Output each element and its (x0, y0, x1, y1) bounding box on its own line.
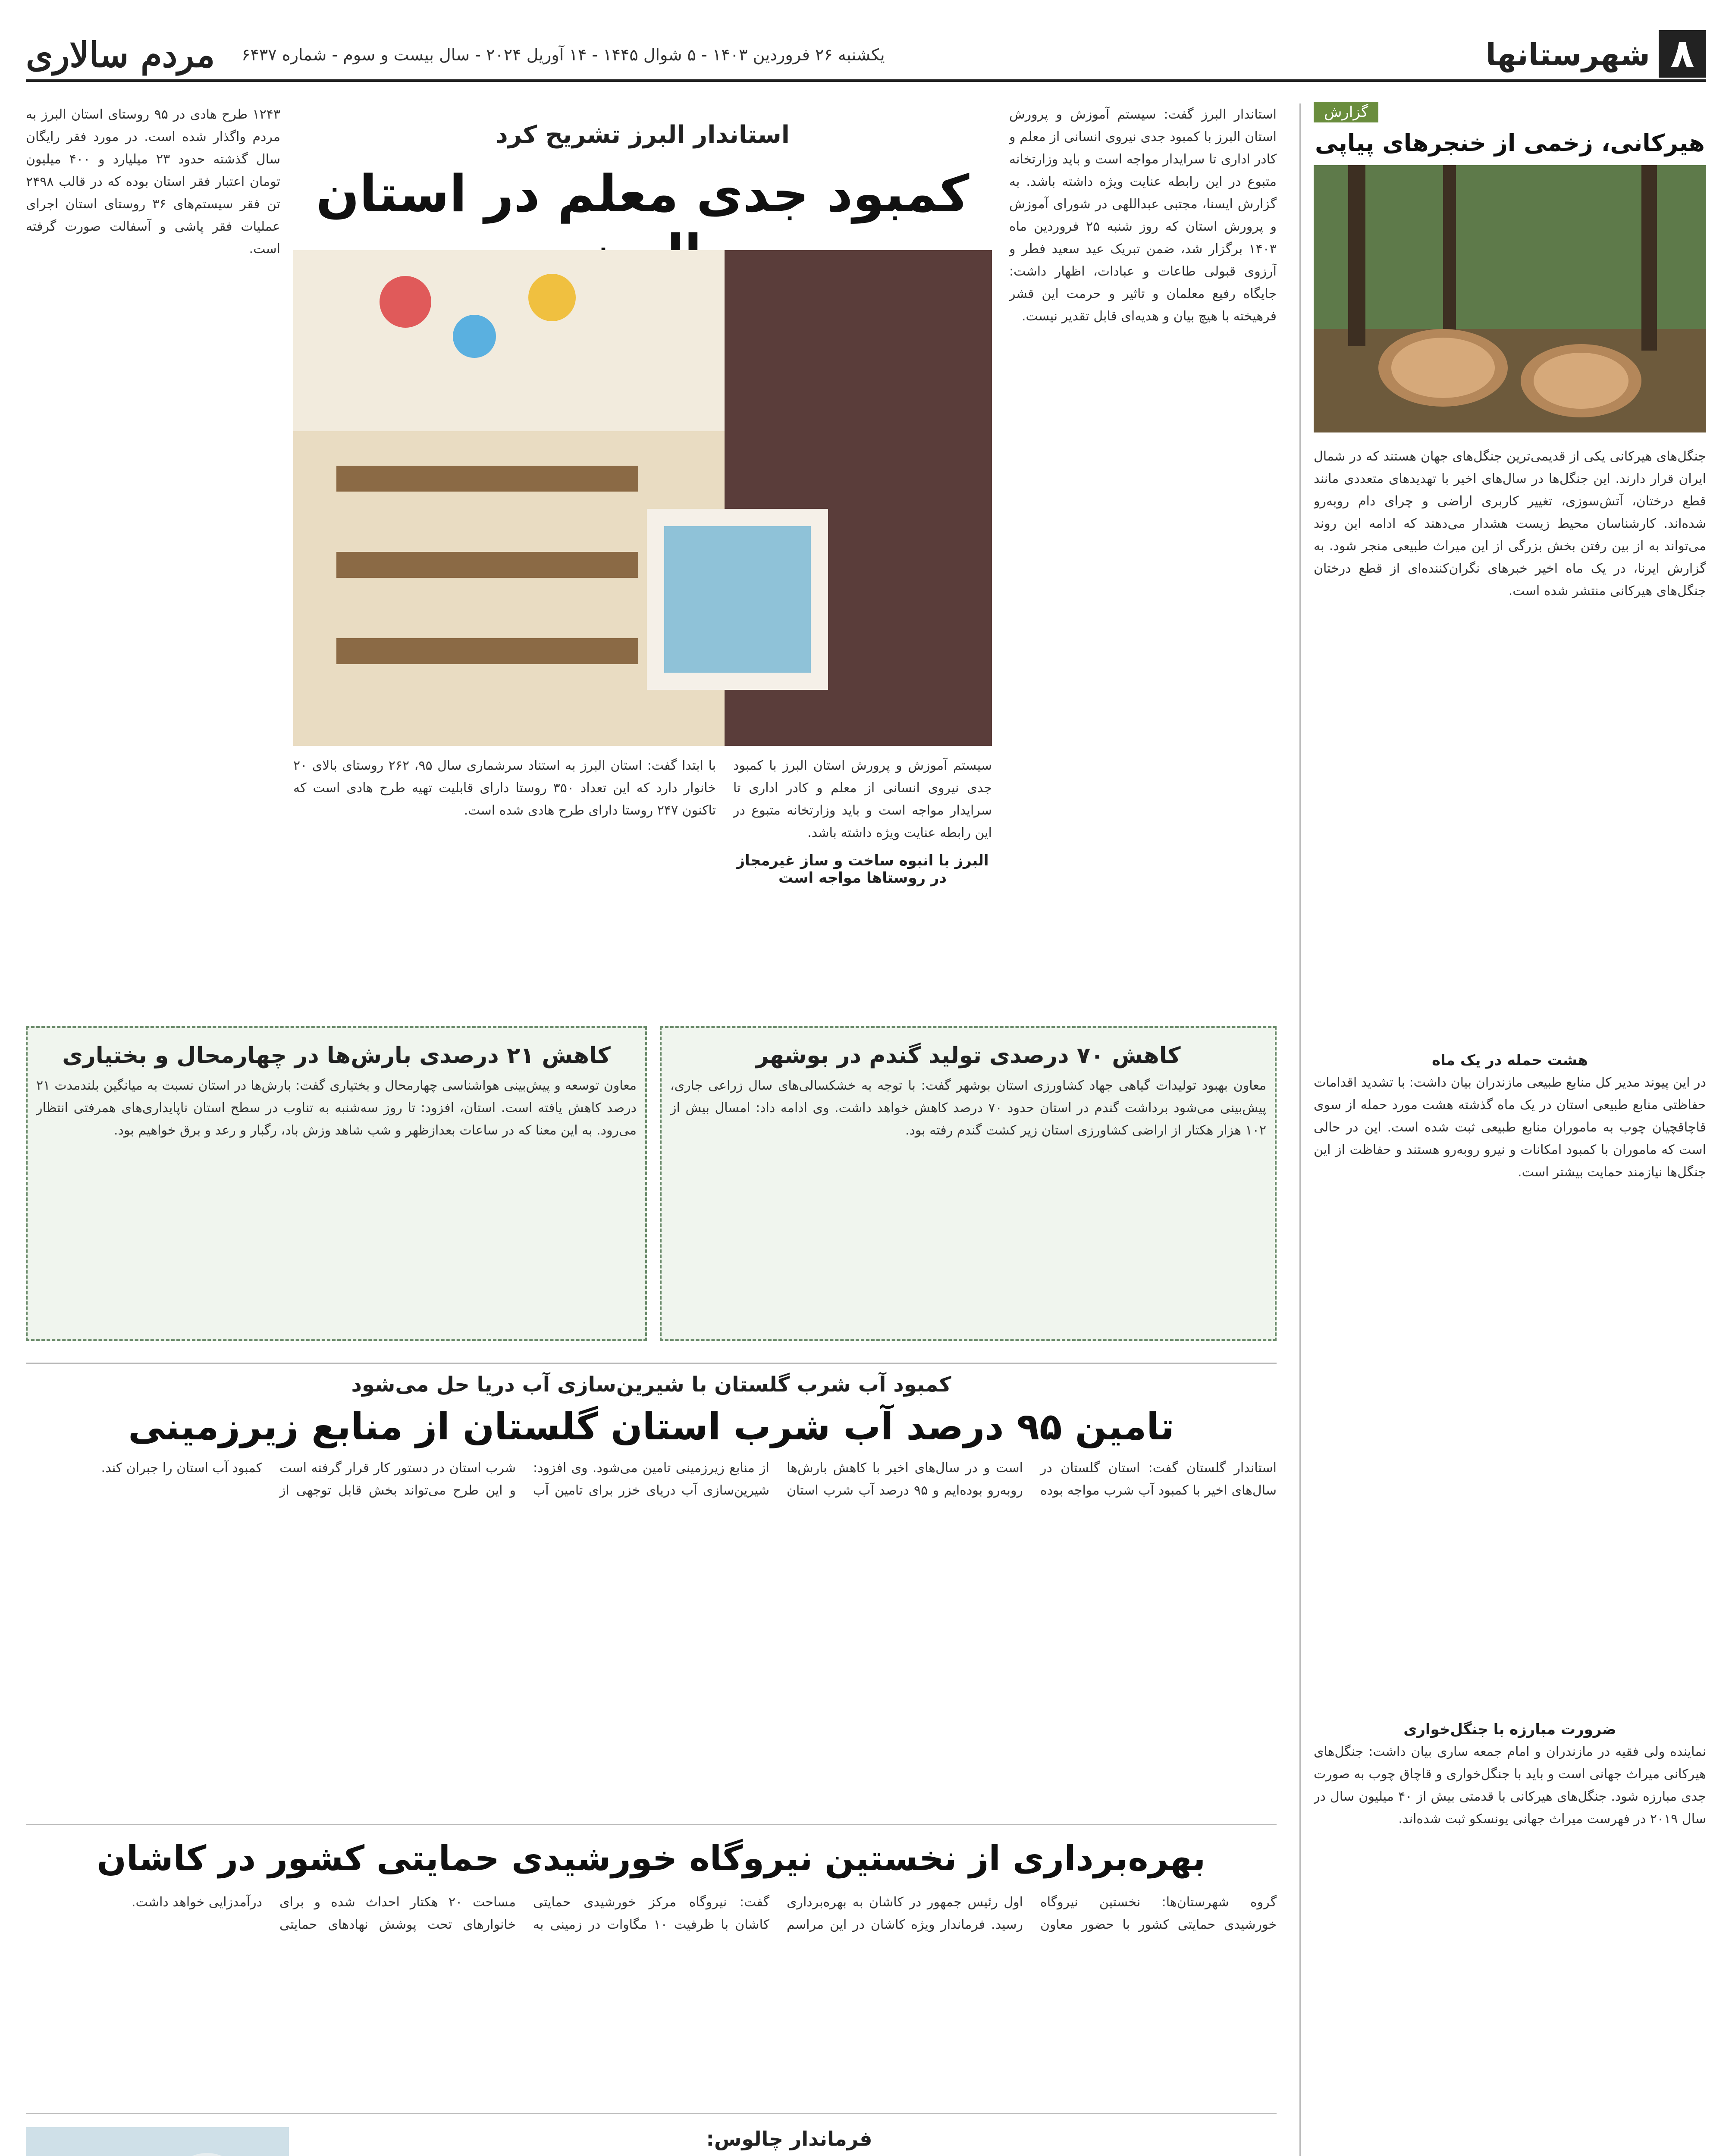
bushehr-box (660, 1026, 1277, 1341)
side-body: جنگل‌های هیرکانی یکی از قدیمی‌ترین جنگل‌های جهان هستند که در شمال ایران قرار دارند. این جنگل‌ها در سال‌های اخیر با تهدیدهای متعددی مانند قطع درختان، آتش‌سوزی، تغییر کاربری اراضی و چرای دام روبه‌رو شده‌اند. کارشناسان محیط زیست هشدار می‌دهند که ادامه این روند می‌تواند به از بین رفتن بخش بزرگی از این میراث طبیعی منجر شود. به گزارش ایرنا، در یک ماه اخیر خبرهای نگران‌کننده‌ای از قطع درختان جنگل‌های هیرکانی منتشر شده است. (1314, 449, 1706, 599)
side-subhead-1: هشت حمله در یک ماه (1432, 1052, 1588, 1069)
kashan-headline: بهره‌برداری از نخستین نیروگاه خورشیدی حمایتی کشور در کاشان (97, 1838, 1206, 1878)
forest-photo (1314, 165, 1706, 432)
chaharmahal-box (26, 1026, 647, 1341)
hospital-photo (26, 2127, 289, 2156)
alborz-body-mid: سیستم آموزش و پرورش استان البرز با کمبود جدی نیروی انسانی از معلم و کادر اداری تا سرایدار مواجه است و باید وزارتخانه متبوع در این رابطه عنایت ویژه داشته باشد. (733, 758, 992, 840)
golestan-body: استاندار گلستان گفت: استان گلستان در سال‌های اخیر با کمبود آب شرب مواجه بوده است و در سال‌های اخیر با کاهش بارش‌ها روبه‌رو بوده‌ایم و ۹۵ درصد آب شرب استان از منابع زیرزمینی تامین می‌شود. وی افزود: شیرین‌سازی آب دریای خزر برای تامین آب شرب استان در دستور کار قرار گرفته است و این طرح می‌تواند بخش قابل توجهی از کمبود آب استان را جبران کند. (101, 1460, 1277, 1498)
chaharmahal-body: معاون توسعه و پیش‌بینی هواشناسی چهارمحال و بختیاری گفت: بارش‌ها در استان نسبت به میانگین بلندمدت ۲۱ درصد کاهش یافته است. استان، افزود: تا روز سه‌شنبه به تناوب در سطح استان ناپایداری‌های همرفتی انتظار می‌رود. به این معنا که در ساعات بعدازظهر و شب شاهد وزش باد، رگبار و رعد و برق خواهیم بود. (36, 1078, 637, 1138)
alborz-article (26, 103, 1277, 1013)
paper-logo: مردم سالاری (26, 34, 215, 75)
cut-trees-image (1314, 165, 1706, 432)
issue-line: یکشنبه ۲۶ فروردین ۱۴۰۳ - ۵ شوال ۱۴۴۵ - ۱۴ آوریل ۲۰۲۴ - سال بیست و سوم - شماره ۶۴۳۷ (242, 45, 885, 64)
alborz-subhead: البرز با انبوه ساخت و ساز غیرمجاز در روستاها مواجه است (736, 852, 989, 887)
report-tag: گزارش (1314, 102, 1378, 122)
bushehr-title: کاهش ۷۰ درصدی تولید گندم در بوشهر (756, 1043, 1181, 1069)
kashan-article (26, 1824, 1277, 2091)
operating-room-image (26, 2127, 289, 2156)
page-number: ۸ (1659, 30, 1706, 78)
golestan-kicker: کمبود آب شرب گلستان با شیرین‌سازی آب دریا حل می‌شود (351, 1373, 951, 1397)
side-subhead-2: ضرورت مبارزه با جنگل‌خواری (1403, 1721, 1616, 1738)
bushehr-body: معاون بهبود تولیدات گیاهی جهاد کشاورزی استان بوشهر گفت: با توجه به خشکسالی‌های سال زراعی جاری، پیش‌بینی می‌شود برداشت گندم در استان حدود ۷۰ درصد کاهش خواهد داشت. وی ادامه داد: امسال بیش از ۱۰۲ هزار هکتار از اراضی کشاورزی استان زیر کشت گندم رفته بود. (670, 1078, 1266, 1138)
alborz-kicker: استاندار البرز تشریح کرد (496, 121, 790, 149)
side-headline: هیرکانی، زخمی از خنجرهای پیاپی (1315, 129, 1705, 157)
alborz-body-left: ۱۲۴۳ طرح هادی در ۹۵ روستای استان البرز به مردم واگذار شده است. در مورد فقر رایگان سال گذشته حدود ۲۳ میلیارد و ۴۰۰ میلیون تومان اعتبار فقر استان بوده که در قالب ۲۴۹۸ تن فقر سیستم‌های ۳۶ روستای استان اجرای عملیات فقر پاشی و آسفالت صورت گرفته است. (26, 107, 280, 257)
masthead (26, 26, 1706, 82)
alborz-headline: کمبود جدی معلم در استان (316, 164, 970, 223)
kashan-body: گروه شهرستان‌ها: نخستین نیروگاه خورشیدی حمایتی کشور با حضور معاون اول رئیس جمهور در کاشان به بهره‌برداری رسید. فرماندار ویژه کاشان در این مراسم گفت: نیروگاه مرکز خورشیدی حمایتی کاشان با ظرفیت ۱۰ مگاوات در زمینی به مساحت ۲۰ هکتار احداث شده و برای خانوارهای تحت پوشش نهادهای حمایتی درآمدزایی خواهد داشت. (131, 1895, 1277, 1932)
golestan-headline: تامین ۹۵ درصد آب شرب استان گلستان از منابع زیرزمینی (128, 1405, 1174, 1448)
chalus-article (26, 2113, 1277, 2156)
classroom-photo (293, 250, 992, 746)
alborz-body-right: استاندار البرز گفت: سیستم آموزش و پرورش استان البرز با کمبود جدی نیروی انسانی از معلم و کادر اداری تا سرایدار مواجه است و باید وزارتخانه متبوع در این رابطه عنایت ویژه داشته باشد. به گزارش ایسنا، مجتبی عبداللهی در شورای آموزش و پرورش استان که روز شنبه ۲۵ فروردین ماه ۱۴۰۳ برگزار شد، ضمن تبریک عید سعید فطر و آرزوی قبولی طاعات و عبادات، اظهار داشت: جایگاه رفیع معلمان و تاثیر و حرمت این قشر فرهیخته با هیچ بیان و هدیه‌ای قابل تقدیر نیست. (1009, 107, 1277, 324)
chalus-kicker: فرماندار چالوس: (706, 2127, 872, 2150)
column-rule (1299, 103, 1301, 2156)
side-body-2: در این پیوند مدیر کل منابع طبیعی مازندران بیان داشت: با تشدید اقدامات حفاظتی منابع طبیعی استان در یک ماه گذشته هشت مورد حمله از سوی قاچاقچیان چوب به ماموران منابع طبیعی ثبت شده است. این در حالی است که ماموران با کمبود امکانات و نیرو روبه‌رو هستند و حفاظت از این جنگل‌ها نیازمند حمایت بیشتر است. (1314, 1075, 1706, 1180)
side-report (1314, 103, 1706, 2156)
side-body-3: نماینده ولی فقیه در مازندران و امام جمعه ساری بیان داشت: جنگل‌های هیرکانی میراث جهانی است و باید با جنگل‌خواری و قاچاق چوب به صورت جدی مبارزه شود. جنگل‌های هیرکانی با قدمتی بیش از ۴۰ میلیون سال در سال ۲۰۱۹ در فهرست میراث جهانی یونسکو ثبت شده‌اند. (1314, 1744, 1706, 1827)
section-name: شهرستانها (1485, 37, 1650, 72)
alborz-body-bottom: با ابتدا گفت: استان البرز به استناد سرشماری سال ۹۵، ۲۶۲ روستای بالای ۲۰ خانوار دارد که این تعداد ۳۵۰ روستا دارای قابلیت تهیه طرح هادی است که تاکنون ۲۴۷ روستا دارای طرح هادی شده است. (293, 758, 716, 818)
classroom-image (293, 250, 992, 746)
golestan-article (26, 1363, 1277, 1802)
chaharmahal-title: کاهش ۲۱ درصدی بارش‌ها در چهارمحال و بختیاری (62, 1043, 611, 1069)
